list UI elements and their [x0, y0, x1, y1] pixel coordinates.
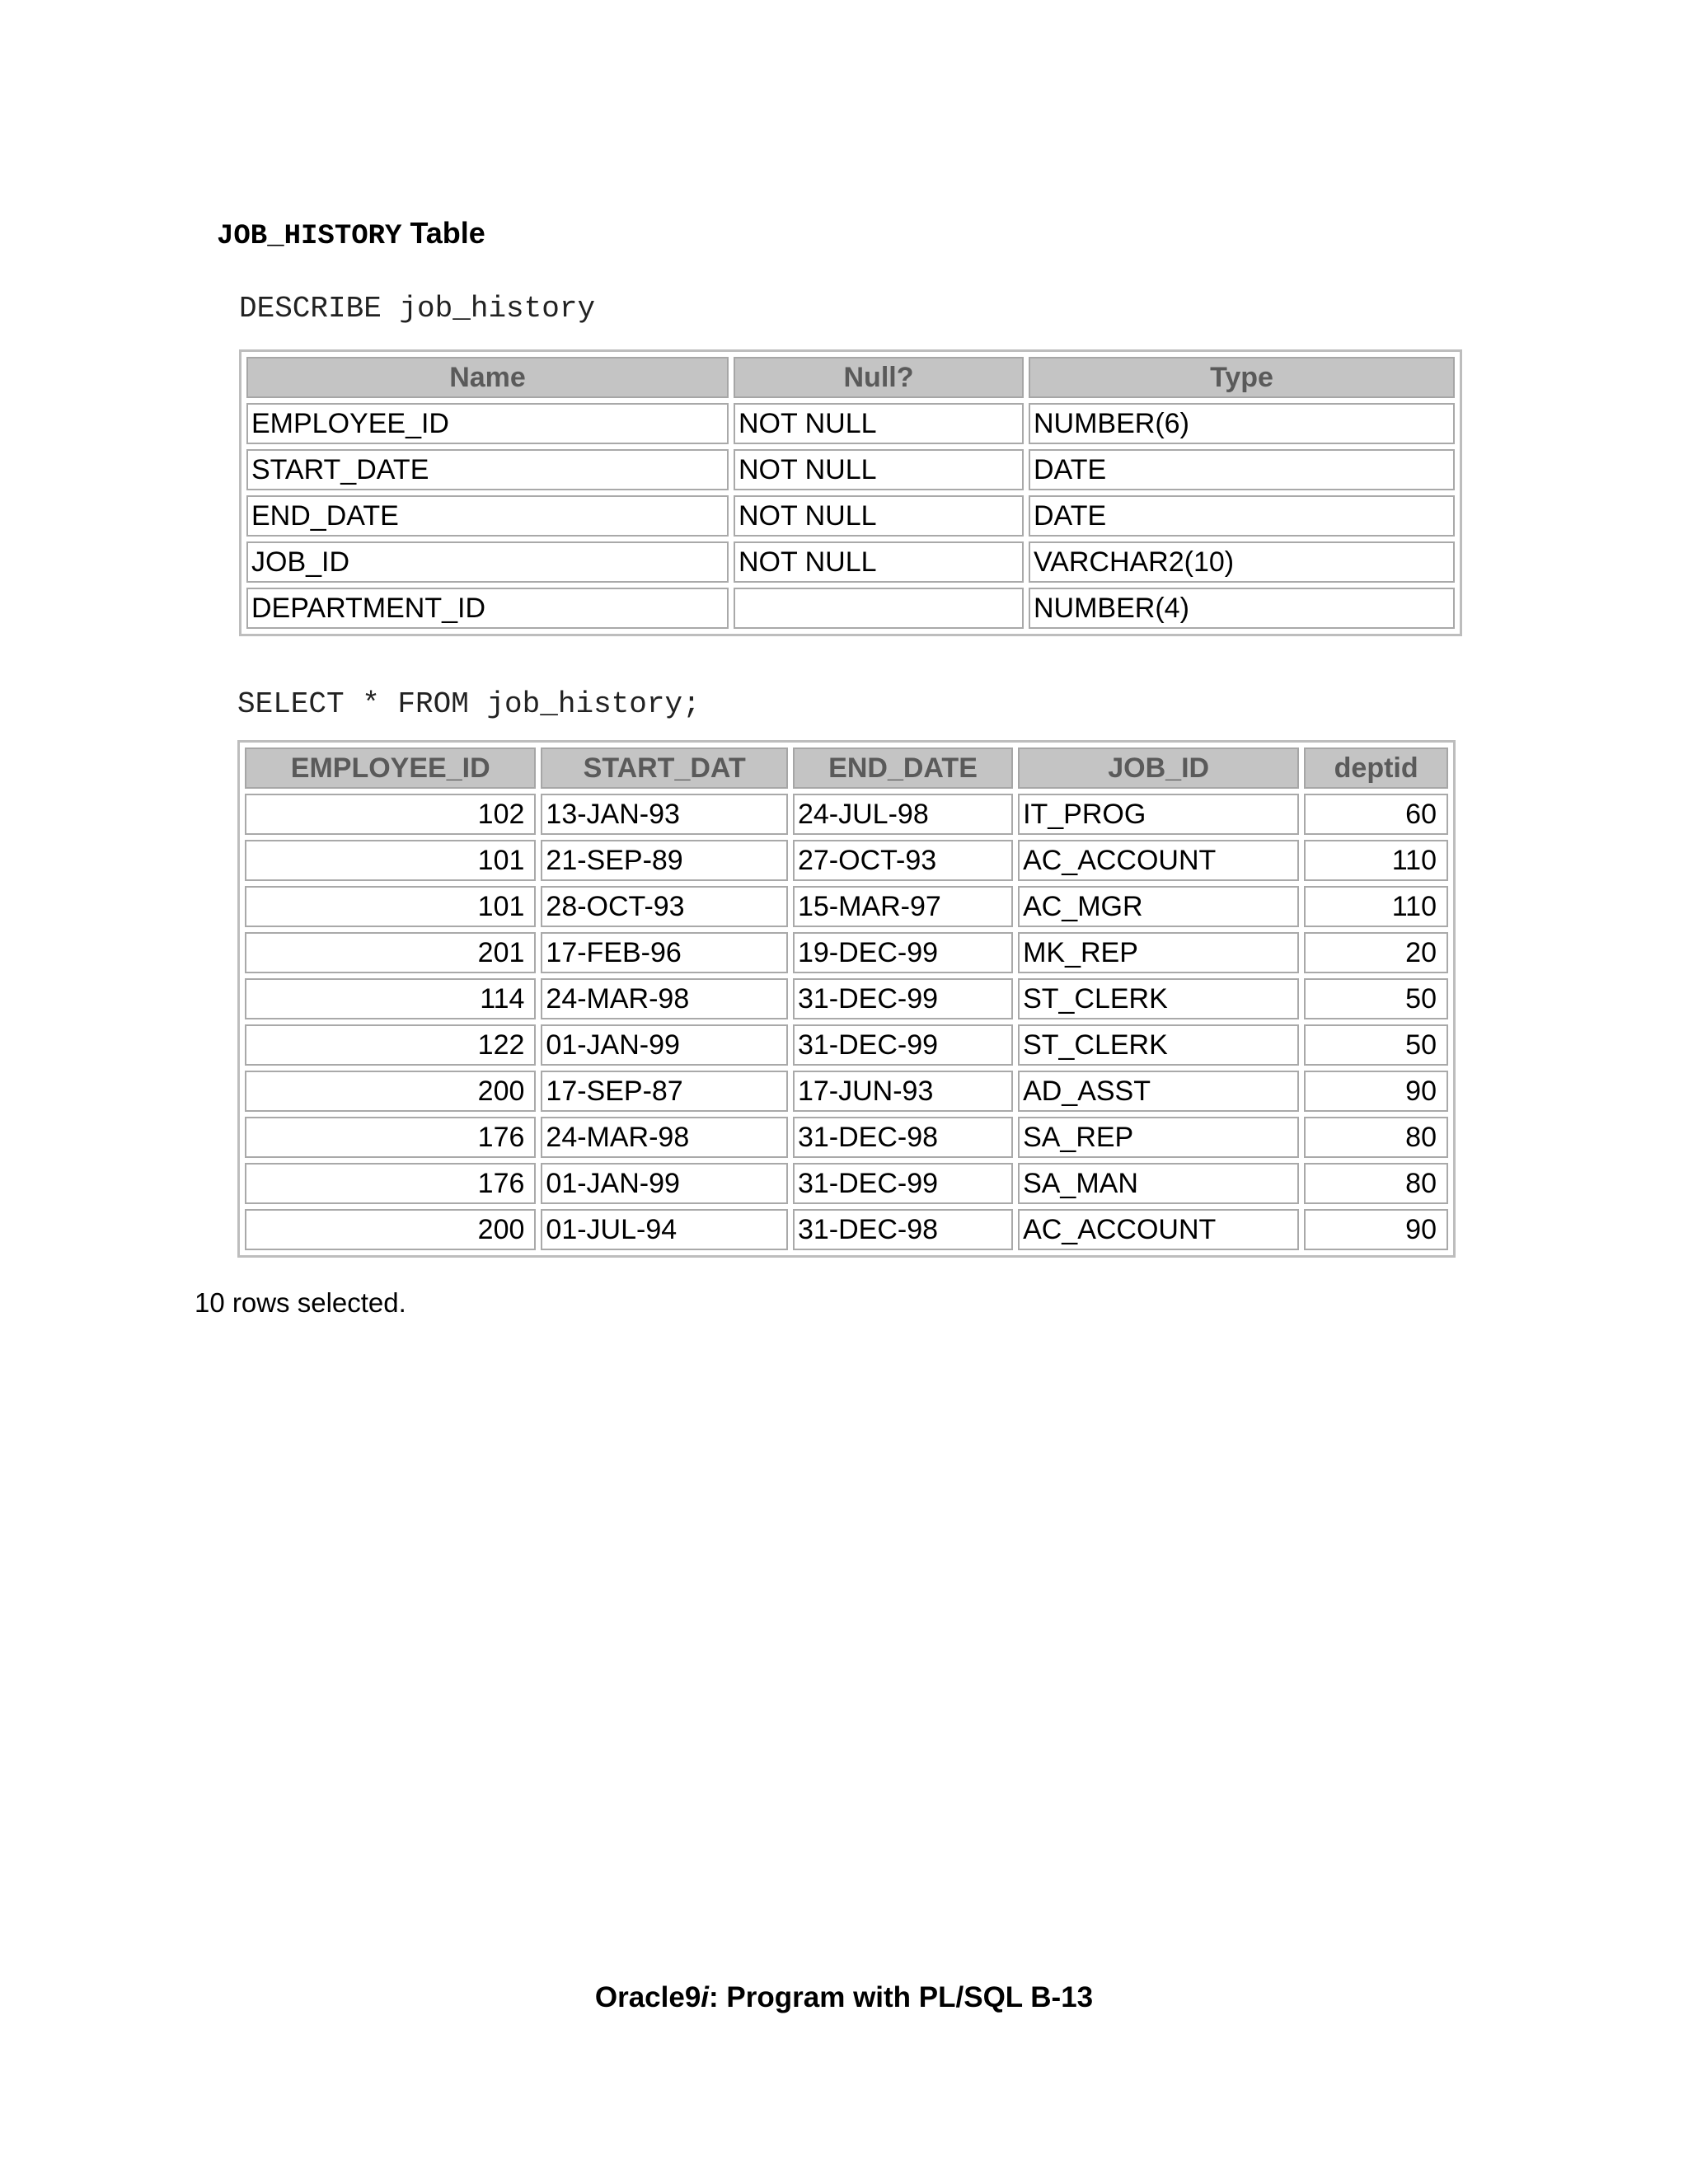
- employee-id-cell: 200: [245, 1209, 536, 1250]
- start-date-cell: 17-FEB-96: [541, 932, 788, 973]
- start-date-cell: 17-SEP-87: [541, 1071, 788, 1112]
- describe-header-row: [246, 357, 1455, 398]
- header-end-date: END_DATE: [793, 748, 1013, 789]
- deptid-cell: 90: [1304, 1071, 1448, 1112]
- describe-row: [246, 495, 1455, 537]
- header-employee-id: EMPLOYEE_ID: [245, 748, 536, 789]
- end-date-cell: 15-MAR-97: [793, 886, 1013, 927]
- start-date-cell: 13-JAN-93: [541, 794, 788, 835]
- footer-italic: i: [701, 1981, 710, 2013]
- rows-selected-note: 10 rows selected.: [195, 1287, 406, 1318]
- describe-row: [246, 403, 1455, 444]
- end-date-cell: 17-JUN-93: [793, 1071, 1013, 1112]
- end-date-cell: 31-DEC-98: [793, 1209, 1013, 1250]
- column-name-cell: EMPLOYEE_ID: [246, 403, 729, 444]
- job-id-cell: SA_REP: [1018, 1117, 1299, 1158]
- table-row: [245, 794, 1448, 835]
- employee-id-cell: 101: [245, 886, 536, 927]
- describe-row: [246, 449, 1455, 490]
- job-id-cell: ST_CLERK: [1018, 1024, 1299, 1066]
- describe-header-type: Type: [1029, 357, 1455, 398]
- job-id-cell: AD_ASST: [1018, 1071, 1299, 1112]
- deptid-cell: 20: [1304, 932, 1448, 973]
- job-id-cell: AC_MGR: [1018, 886, 1299, 927]
- type-cell: DATE: [1029, 495, 1455, 537]
- null-cell: NOT NULL: [734, 541, 1024, 583]
- describe-table: [239, 349, 1462, 636]
- employee-id-cell: 122: [245, 1024, 536, 1066]
- page-title: [217, 216, 485, 252]
- end-date-cell: 19-DEC-99: [793, 932, 1013, 973]
- job-id-cell: ST_CLERK: [1018, 978, 1299, 1019]
- employee-id-cell: 201: [245, 932, 536, 973]
- rows-header-row: [245, 748, 1448, 789]
- null-cell: [734, 588, 1024, 629]
- employee-id-cell: 114: [245, 978, 536, 1019]
- null-cell: NOT NULL: [734, 495, 1024, 537]
- start-date-cell: 21-SEP-89: [541, 840, 788, 881]
- end-date-cell: 31-DEC-99: [793, 1024, 1013, 1066]
- column-name-cell: JOB_ID: [246, 541, 729, 583]
- job-id-cell: AC_ACCOUNT: [1018, 840, 1299, 881]
- page-footer: [0, 1981, 1688, 2014]
- deptid-cell: 50: [1304, 978, 1448, 1019]
- type-cell: VARCHAR2(10): [1029, 541, 1455, 583]
- type-cell: NUMBER(4): [1029, 588, 1455, 629]
- describe-header-name: Name: [246, 357, 729, 398]
- title-suffix: Table: [401, 216, 485, 250]
- start-date-cell: 28-OCT-93: [541, 886, 788, 927]
- start-date-cell: 24-MAR-98: [541, 978, 788, 1019]
- end-date-cell: 31-DEC-99: [793, 1163, 1013, 1204]
- start-date-cell: 24-MAR-98: [541, 1117, 788, 1158]
- column-name-cell: END_DATE: [246, 495, 729, 537]
- end-date-cell: 27-OCT-93: [793, 840, 1013, 881]
- table-row: [245, 932, 1448, 973]
- job-id-cell: SA_MAN: [1018, 1163, 1299, 1204]
- type-cell: DATE: [1029, 449, 1455, 490]
- employee-id-cell: 176: [245, 1117, 536, 1158]
- job-id-cell: IT_PROG: [1018, 794, 1299, 835]
- column-name-cell: START_DATE: [246, 449, 729, 490]
- deptid-cell: 80: [1304, 1163, 1448, 1204]
- table-row: [245, 840, 1448, 881]
- table-row: [245, 1163, 1448, 1204]
- table-row: [245, 1117, 1448, 1158]
- end-date-cell: 31-DEC-99: [793, 978, 1013, 1019]
- deptid-cell: 60: [1304, 794, 1448, 835]
- table-row: [245, 1024, 1448, 1066]
- job-history-rows-table: [237, 740, 1456, 1258]
- employee-id-cell: 102: [245, 794, 536, 835]
- start-date-cell: 01-JAN-99: [541, 1024, 788, 1066]
- end-date-cell: 31-DEC-98: [793, 1117, 1013, 1158]
- type-cell: NUMBER(6): [1029, 403, 1455, 444]
- deptid-cell: 110: [1304, 886, 1448, 927]
- employee-id-cell: 101: [245, 840, 536, 881]
- table-row: [245, 886, 1448, 927]
- job-id-cell: MK_REP: [1018, 932, 1299, 973]
- deptid-cell: 110: [1304, 840, 1448, 881]
- describe-row: [246, 588, 1455, 629]
- null-cell: NOT NULL: [734, 449, 1024, 490]
- deptid-cell: 50: [1304, 1024, 1448, 1066]
- job-id-cell: AC_ACCOUNT: [1018, 1209, 1299, 1250]
- end-date-cell: 24-JUL-98: [793, 794, 1013, 835]
- table-row: [245, 1209, 1448, 1250]
- header-start-date: START_DAT: [541, 748, 788, 789]
- describe-header-null: Null?: [734, 357, 1024, 398]
- start-date-cell: 01-JUL-94: [541, 1209, 788, 1250]
- header-job-id: JOB_ID: [1018, 748, 1299, 789]
- footer-rest: : Program with PL/SQL B-13: [709, 1981, 1094, 2013]
- deptid-cell: 90: [1304, 1209, 1448, 1250]
- select-statement: SELECT * FROM job_history;: [237, 687, 701, 721]
- start-date-cell: 01-JAN-99: [541, 1163, 788, 1204]
- employee-id-cell: 176: [245, 1163, 536, 1204]
- null-cell: NOT NULL: [734, 403, 1024, 444]
- employee-id-cell: 200: [245, 1071, 536, 1112]
- describe-statement: DESCRIBE job_history: [239, 292, 596, 326]
- column-name-cell: DEPARTMENT_ID: [246, 588, 729, 629]
- table-name: JOB_HISTORY: [217, 221, 402, 252]
- deptid-cell: 80: [1304, 1117, 1448, 1158]
- footer-prefix: Oracle9: [594, 1981, 701, 2013]
- describe-row: [246, 541, 1455, 583]
- header-deptid: deptid: [1304, 748, 1448, 789]
- table-row: [245, 978, 1448, 1019]
- table-row: [245, 1071, 1448, 1112]
